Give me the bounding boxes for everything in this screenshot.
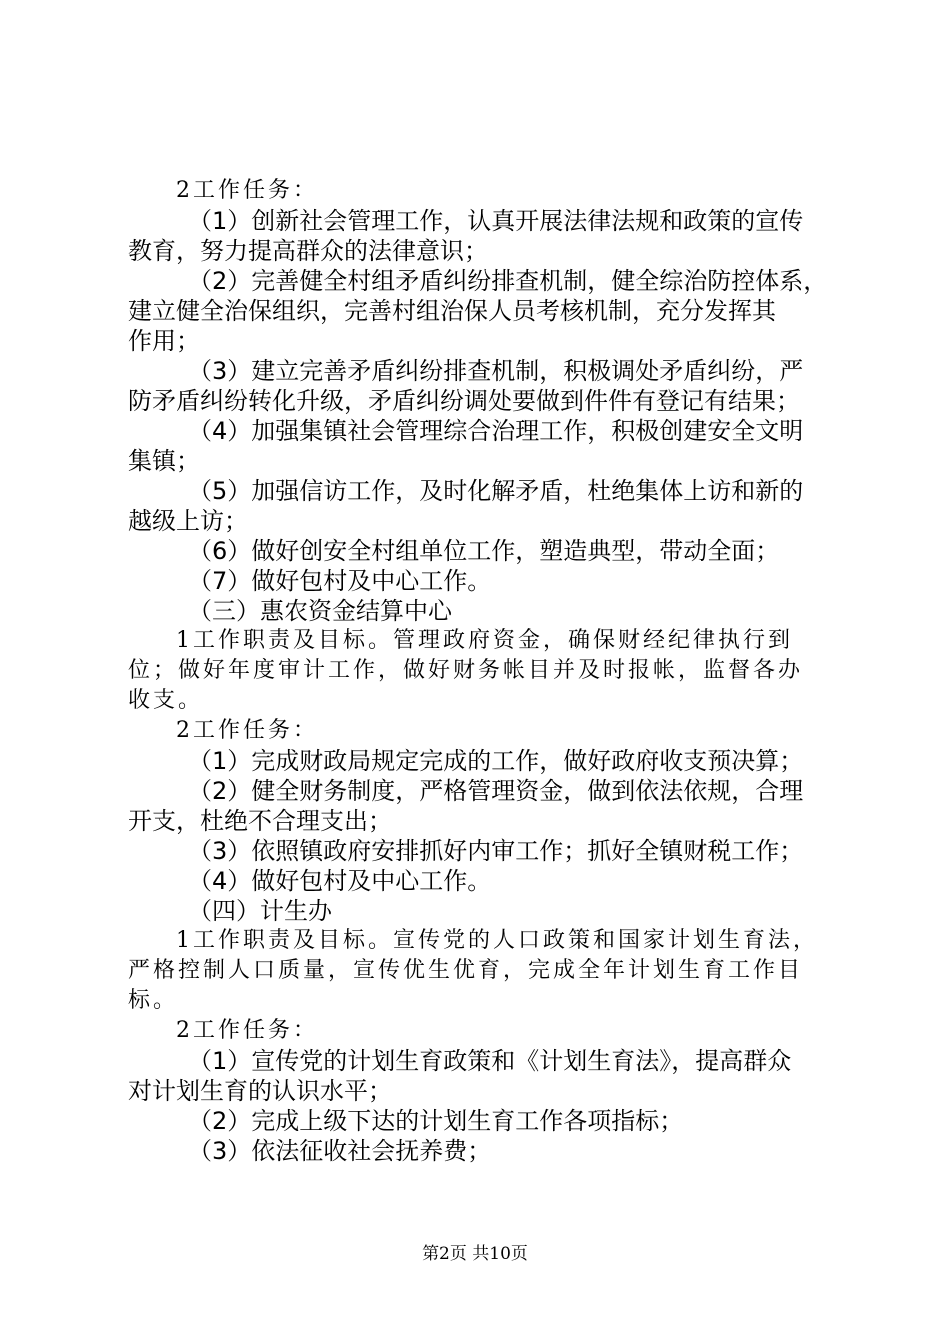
paragraph xyxy=(128,536,834,566)
text-line: 建立健全治保组织，完善村组治保人员考核机制，充分发挥其 xyxy=(128,297,776,325)
paragraph xyxy=(128,1106,834,1136)
text-line: （3）建立完善矛盾纠纷排查机制，积极调处矛盾纠纷，严 xyxy=(188,357,804,385)
text-line: （2）完成上级下达的计划生育工作各项指标； xyxy=(188,1107,684,1135)
text-line: （4）做好包村及中心工作。 xyxy=(188,867,492,895)
text-line: 2工作任务： xyxy=(176,718,318,743)
text-line: 集镇； xyxy=(128,447,200,475)
text-line: 严格控制人口质量，宣传优生优育，完成全年计划生育工作目 xyxy=(128,958,804,983)
paragraph xyxy=(128,476,834,536)
text-line: 位；做好年度审计工作，做好财务帐目并及时报帐，监督各办 xyxy=(128,658,804,683)
text-line: 越级上访； xyxy=(128,507,248,535)
paragraph xyxy=(128,416,834,476)
text-line: （三）惠农资金结算中心 xyxy=(188,597,452,625)
paragraph xyxy=(128,596,834,626)
paragraph xyxy=(128,866,834,896)
text-line: （2）健全财务制度，严格管理资金，做到依法依规，合理 xyxy=(188,777,804,805)
paragraph xyxy=(128,896,834,926)
paragraph xyxy=(128,566,834,596)
text-line: （7）做好包村及中心工作。 xyxy=(188,567,492,595)
paragraph xyxy=(128,926,834,1016)
text-line: 标。 xyxy=(128,988,179,1013)
document-body xyxy=(128,176,834,1166)
text-line: （5）加强信访工作，及时化解矛盾，杜绝集体上访和新的 xyxy=(188,477,804,505)
paragraph xyxy=(128,206,834,266)
text-line: 对计划生育的认识水平； xyxy=(128,1077,392,1105)
paragraph xyxy=(128,1046,834,1106)
text-line: 开支，杜绝不合理支出； xyxy=(128,807,392,835)
text-line: 收支。 xyxy=(128,688,204,713)
text-line: （1）完成财政局规定完成的工作，做好政府收支预决算； xyxy=(188,747,804,775)
paragraph xyxy=(128,836,834,866)
text-line: 2工作任务： xyxy=(176,1018,318,1043)
paragraph xyxy=(128,1136,834,1166)
text-line: 1工作职责及目标。宣传党的人口政策和国家计划生育法， xyxy=(176,928,818,953)
paragraph xyxy=(128,716,834,746)
text-line: （1）创新社会管理工作，认真开展法律法规和政策的宣传 xyxy=(188,207,804,235)
text-line: （2）完善健全村组矛盾纠纷排查机制，健全综治防控体系， xyxy=(188,267,828,295)
text-line: 2工作任务： xyxy=(176,178,318,203)
paragraph xyxy=(128,176,834,206)
paragraph xyxy=(128,626,834,716)
text-line: （4）加强集镇社会管理综合治理工作，积极创建安全文明 xyxy=(188,417,804,445)
text-line: （1）宣传党的计划生育政策和《计划生育法》，提高群众 xyxy=(188,1047,792,1075)
page-footer: 第2页 共10页 xyxy=(422,1244,528,1264)
text-line: 作用； xyxy=(128,327,200,355)
paragraph xyxy=(128,1016,834,1046)
paragraph xyxy=(128,746,834,776)
paragraph xyxy=(128,356,834,416)
text-line: （6）做好创安全村组单位工作，塑造典型，带动全面； xyxy=(188,537,780,565)
text-line: 1工作职责及目标。管理政府资金，确保财经纪律执行到 xyxy=(176,628,793,653)
paragraph xyxy=(128,776,834,836)
text-line: （3）依照镇政府安排抓好内审工作；抓好全镇财税工作； xyxy=(188,837,804,865)
text-line: （四）计生办 xyxy=(188,897,332,925)
paragraph xyxy=(128,266,834,356)
text-line: 防矛盾纠纷转化升级，矛盾纠纷调处要做到件件有登记有结果； xyxy=(128,387,800,415)
text-line: （3）依法征收社会抚养费； xyxy=(188,1137,492,1165)
text-line: 教育，努力提高群众的法律意识； xyxy=(128,237,488,265)
